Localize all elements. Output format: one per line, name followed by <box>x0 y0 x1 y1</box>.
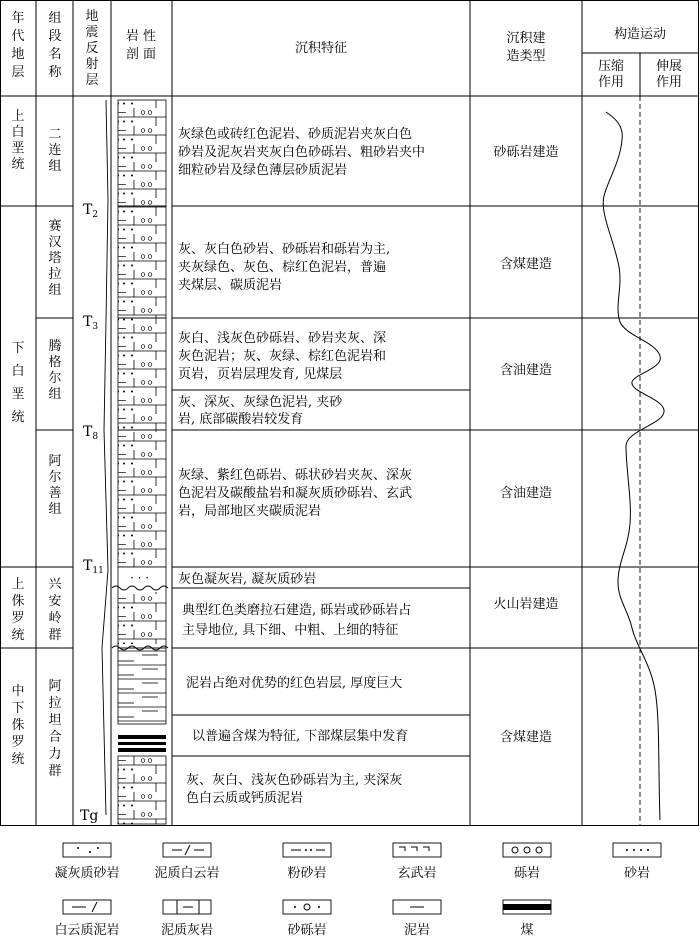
legend-symbol-conglomerate <box>503 843 551 857</box>
legend-label: 煤 <box>520 923 534 938</box>
svg-text:上: 上 <box>11 109 25 124</box>
legend-label: 粉砂岩 <box>287 866 327 881</box>
svg-text:罗: 罗 <box>11 611 25 626</box>
features-column <box>178 126 425 806</box>
svg-text:作用: 作用 <box>597 75 625 90</box>
feature-red-mudstone <box>186 675 402 691</box>
tuff-dots: · · · <box>130 571 150 585</box>
svg-text:岩，局部地区夹碳质泥岩: 岩，局部地区夹碳质泥岩 <box>178 504 322 519</box>
lithology-section-aershan <box>118 430 166 567</box>
svg-text:腾: 腾 <box>48 339 62 354</box>
svg-text:白: 白 <box>11 364 25 379</box>
svg-text:赛: 赛 <box>48 219 62 234</box>
svg-text:组: 组 <box>48 502 62 517</box>
svg-text:兴: 兴 <box>48 577 62 592</box>
svg-text:震: 震 <box>85 25 99 40</box>
svg-text:灰、灰白、浅灰色砂砾岩为主, 夹深灰: 灰、灰白、浅灰色砂砾岩为主, 夹深灰 <box>186 773 403 788</box>
svg-text:组: 组 <box>48 11 62 26</box>
svg-text:灰白、浅灰色砂砾岩、砂岩夹灰、深: 灰白、浅灰色砂砾岩、砂岩夹灰、深 <box>178 331 387 346</box>
svg-text:段: 段 <box>48 29 62 44</box>
svg-text:灰绿色或砖红色泥岩、砂质泥岩夹灰白色: 灰绿色或砖红色泥岩、砂质泥岩夹灰白色 <box>178 127 413 142</box>
svg-text:拉: 拉 <box>48 696 62 711</box>
feature-erlian <box>178 126 425 178</box>
header-row <box>11 8 682 90</box>
legend-symbol-tuffaceous-sandstone <box>63 843 111 857</box>
svg-text:剖 面: 剖 面 <box>125 47 157 62</box>
era-column <box>11 109 24 767</box>
construction-oil-1: 含油建造 <box>499 363 553 378</box>
svg-text:砂岩及泥灰岩夹灰白色砂砾岩、粗砂岩夹中: 砂岩及泥灰岩夹灰白色砂砾岩、粗砂岩夹中 <box>178 145 426 160</box>
lithology-section-tenggeer <box>118 318 166 430</box>
construction-coal-1: 含煤建造 <box>499 257 553 272</box>
svg-text:页岩，页岩层理发育, 见煤层: 页岩，页岩层理发育, 见煤层 <box>178 367 343 382</box>
formation-column <box>48 127 62 779</box>
legend-label: 砂岩 <box>623 866 651 881</box>
legend-symbol-sandstone <box>613 843 661 857</box>
svg-text:群: 群 <box>48 764 62 779</box>
legend-symbol-argillaceous-dolomite <box>163 843 211 857</box>
svg-text:组: 组 <box>48 387 62 402</box>
svg-text:力: 力 <box>48 747 62 762</box>
construction-column <box>493 144 558 745</box>
lithology-column <box>112 100 168 824</box>
svg-text:格: 格 <box>48 355 62 370</box>
svg-text:组: 组 <box>48 159 62 174</box>
svg-text:侏: 侏 <box>11 594 25 609</box>
svg-text:地: 地 <box>11 47 25 62</box>
seismic-trace <box>102 100 108 815</box>
legend-symbol-glutenite <box>283 900 331 914</box>
svg-text:灰、深灰、灰绿色泥岩, 夹砂: 灰、深灰、灰绿色泥岩, 夹砂 <box>178 395 343 410</box>
svg-text:地: 地 <box>85 9 99 24</box>
svg-text:罗: 罗 <box>11 735 25 750</box>
legend <box>54 843 661 938</box>
svg-text:层: 层 <box>11 65 25 80</box>
reflector-t3: $T_3$ <box>83 314 99 332</box>
svg-text:灰绿、紫红色砾岩、砾状砂岩夹灰、深灰: 灰绿、紫红色砾岩、砾状砂岩夹灰、深灰 <box>178 468 413 483</box>
svg-text:阿: 阿 <box>48 679 62 694</box>
header-tectonic: 构造运动 <box>613 27 667 42</box>
feature-tenggeer-lower <box>178 394 343 427</box>
svg-text:统: 统 <box>11 157 25 172</box>
svg-text:称: 称 <box>48 65 62 80</box>
feature-saihantala <box>178 241 390 293</box>
coal-seam <box>118 735 166 739</box>
reflector-t8: $T_8$ <box>83 424 99 442</box>
tectonic-curve <box>603 112 664 820</box>
legend-label: 玄武岩 <box>397 866 437 881</box>
svg-text:上: 上 <box>11 577 25 592</box>
header-compression <box>598 59 624 90</box>
header-formation <box>48 11 62 80</box>
svg-text:组: 组 <box>48 283 62 298</box>
svg-text:白: 白 <box>11 125 25 140</box>
formation-aershan <box>48 454 61 517</box>
formation-tenggeer <box>48 339 61 402</box>
construction-coal-2: 含煤建造 <box>499 730 553 745</box>
svg-text:阿: 阿 <box>48 454 62 469</box>
svg-text:统: 统 <box>11 752 25 767</box>
legend-label: 泥质白云岩 <box>154 866 220 881</box>
coal-seam <box>118 748 166 752</box>
svg-text:年: 年 <box>11 11 25 26</box>
svg-text:主导地位, 具下细、中粗、上细的特征: 主导地位, 具下细、中粗、上细的特征 <box>182 623 399 638</box>
svg-text:下: 下 <box>11 341 25 356</box>
legend-label: 泥岩 <box>403 923 431 938</box>
svg-text:作用: 作用 <box>655 75 683 90</box>
legend-symbol-siltstone <box>283 843 331 857</box>
lithology-glutenite-band <box>118 592 166 644</box>
svg-text:安: 安 <box>48 594 62 609</box>
legend-symbol-mudstone <box>393 900 441 914</box>
svg-text:名: 名 <box>48 47 62 62</box>
svg-text:善: 善 <box>48 486 62 501</box>
svg-text:灰、灰白色砂岩、砂砾岩和砾岩为主,: 灰、灰白色砂岩、砂砾岩和砾岩为主, <box>178 242 391 257</box>
feature-coal-bearing <box>192 728 408 744</box>
feature-tuff <box>178 571 316 587</box>
svg-text:统: 统 <box>11 628 25 643</box>
svg-text:坦: 坦 <box>48 713 62 728</box>
formation-alatanheli <box>48 679 61 779</box>
header-seismic <box>85 8 98 88</box>
era-lower-cretaceous <box>11 341 24 425</box>
svg-text:夹煤层、碳质泥岩: 夹煤层、碳质泥岩 <box>178 278 283 293</box>
svg-text:群: 群 <box>48 628 62 643</box>
svg-text:岩 性: 岩 性 <box>125 29 157 44</box>
feature-tenggeer-upper <box>178 330 386 382</box>
svg-text:以普遍含煤为特征, 下部煤层集中发育: 以普遍含煤为特征, 下部煤层集中发育 <box>192 729 409 744</box>
svg-text:侏: 侏 <box>11 718 25 733</box>
svg-text:垩: 垩 <box>11 387 25 402</box>
era-upper-cretaceous <box>11 109 24 172</box>
svg-text:色白云质或钙质泥岩: 色白云质或钙质泥岩 <box>186 791 304 806</box>
header-construction <box>506 30 545 64</box>
header-extension <box>656 58 682 90</box>
legend-symbol-coal <box>503 900 551 914</box>
svg-text:层: 层 <box>85 73 99 88</box>
legend-label: 凝灰质砂岩 <box>54 866 120 881</box>
svg-text:尔: 尔 <box>48 470 62 485</box>
svg-text:塔: 塔 <box>48 251 62 266</box>
header-lithology <box>126 28 156 62</box>
svg-text:合: 合 <box>48 730 62 745</box>
svg-text:沉积建: 沉积建 <box>506 31 546 46</box>
svg-text:泥岩占绝对优势的红色岩层, 厚度巨大: 泥岩占绝对优势的红色岩层, 厚度巨大 <box>186 676 403 691</box>
lithology-section-mudstone <box>118 648 166 724</box>
feature-molasse <box>182 602 411 638</box>
era-upper-jurassic <box>11 577 24 643</box>
lithology-section-erlian <box>118 100 166 206</box>
svg-text:二: 二 <box>48 127 62 142</box>
reflector-t2: $T_2$ <box>83 202 99 220</box>
construction-volcanic: 火山岩建造 <box>493 597 559 612</box>
svg-text:垩: 垩 <box>11 141 25 156</box>
feature-glutenite <box>186 772 402 806</box>
legend-symbol-dolomitic-mudstone <box>63 900 111 914</box>
legend-label: 白云质泥岩 <box>54 923 120 938</box>
svg-text:汉: 汉 <box>48 235 62 250</box>
header-era <box>11 10 24 80</box>
svg-text:岩, 底部碳酸岩较发育: 岩, 底部碳酸岩较发育 <box>178 412 304 427</box>
svg-text:岭: 岭 <box>48 611 62 626</box>
feature-aershan <box>178 467 412 519</box>
seismic-column <box>80 100 108 824</box>
svg-text:典型红色类磨拉石建造, 砾岩或砂砾岩占: 典型红色类磨拉石建造, 砾岩或砂砾岩占 <box>182 603 412 618</box>
era-middle-lower-jurassic <box>11 683 24 767</box>
reflector-tg: Tg <box>80 808 99 824</box>
svg-text:反: 反 <box>85 41 99 56</box>
svg-text:色泥岩及碳酸盐岩和凝灰质砂砾岩、玄武: 色泥岩及碳酸盐岩和凝灰质砂砾岩、玄武 <box>178 486 413 501</box>
formation-erlian <box>48 127 61 174</box>
legend-symbol-argillaceous-limestone <box>163 900 211 914</box>
svg-text:统: 统 <box>11 410 25 425</box>
lithology-section-saihantala <box>118 206 166 318</box>
svg-text:下: 下 <box>11 701 25 716</box>
legend-label: 砾岩 <box>513 866 541 881</box>
svg-text:中: 中 <box>11 684 25 699</box>
formation-saihantala <box>48 218 61 298</box>
svg-text:灰色泥岩；灰、灰绿、棕红色泥岩和: 灰色泥岩；灰、灰绿、棕红色泥岩和 <box>178 349 387 364</box>
svg-text:夹灰绿色、灰色、棕红色泥岩，普遍: 夹灰绿色、灰色、棕红色泥岩，普遍 <box>178 260 387 275</box>
svg-text:灰色凝灰岩, 凝灰质砂岩: 灰色凝灰岩, 凝灰质砂岩 <box>178 572 317 587</box>
legend-label: 砂砾岩 <box>287 923 327 938</box>
svg-text:压缩: 压缩 <box>597 59 625 74</box>
coal-seam <box>118 742 166 745</box>
construction-oil-2: 含油建造 <box>499 486 553 501</box>
svg-text:细粒砂岩及绿色薄层砂质泥岩: 细粒砂岩及绿色薄层砂质泥岩 <box>178 163 348 178</box>
legend-symbol-basalt <box>393 843 441 857</box>
construction-glutenite: 砂砾岩建造 <box>493 145 559 160</box>
svg-text:拉: 拉 <box>48 267 62 282</box>
reflector-t11: $T_{11}$ <box>83 558 104 576</box>
svg-text:射: 射 <box>85 57 99 72</box>
legend-label: 泥质灰岩 <box>160 923 214 938</box>
header-features: 沉积特征 <box>294 41 348 56</box>
svg-text:代: 代 <box>11 29 25 44</box>
lithology-section-base <box>118 756 166 824</box>
svg-text:伸展: 伸展 <box>655 59 683 74</box>
svg-text:连: 连 <box>48 143 62 158</box>
svg-text:造类型: 造类型 <box>506 49 546 64</box>
formation-xinganling <box>48 577 62 643</box>
svg-text:尔: 尔 <box>48 371 62 386</box>
